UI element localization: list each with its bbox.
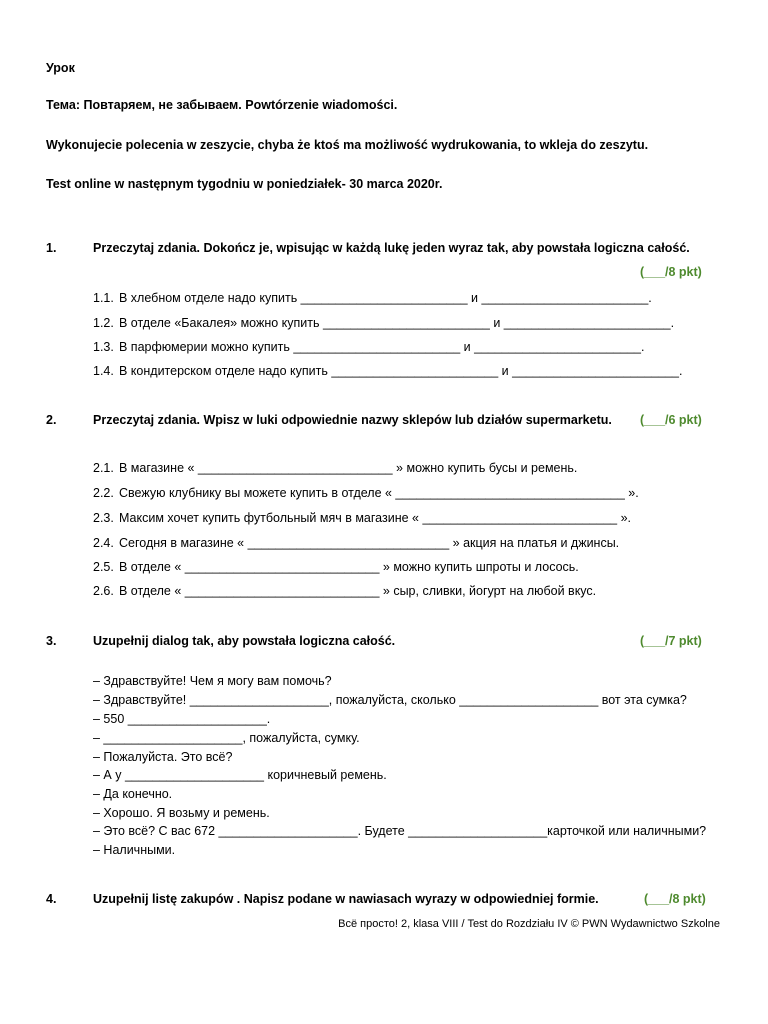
dialog-line: – Здравствуйте! ____________________, пожалуйста, сколько ____________________ вот эта сумка? xyxy=(93,693,687,707)
dialog-line: – Наличными. xyxy=(93,843,176,857)
task2-item xyxy=(93,559,579,575)
item-text: В парфюмерии можно купить ________________________ и ________________________. xyxy=(119,340,645,354)
task2-item xyxy=(93,583,596,599)
item-number: 1.4. xyxy=(93,364,114,378)
item-number: 2.6. xyxy=(93,584,114,598)
item-text: В отделе « ____________________________ » можно купить шпроты и лосось. xyxy=(119,560,579,574)
item-number: 2.5. xyxy=(93,560,114,574)
item-text: В магазине « ____________________________ » можно купить бусы и ремень. xyxy=(119,461,578,475)
task2-number: 2. xyxy=(46,413,57,427)
task3-points: (___/7 pkt) xyxy=(640,634,702,648)
task2-item xyxy=(93,510,631,526)
page-footer: Всё просто! 2, klasa VIII / Test do Rozdziału IV © PWN Wydawnictwo Szkolne xyxy=(338,918,720,930)
lesson-title: Урок xyxy=(46,61,75,75)
item-text: В кондитерском отделе надо купить ________________________ и ________________________. xyxy=(119,364,683,378)
item-text: В отделе «Бакалея» можно купить ________________________ и ________________________. xyxy=(119,316,675,330)
task1-item xyxy=(93,315,674,331)
dialog-line: – Да конечно. xyxy=(93,787,173,801)
task1-instruction: Przeczytaj zdania. Dokończ je, wpisując w każdą lukę jeden wyraz tak, aby powstała logiczna całość. xyxy=(93,241,690,255)
task3-instruction: Uzupełnij dialog tak, aby powstała logiczna całość. xyxy=(93,634,396,648)
lesson-instruction: Wykonujecie polecenia w zeszycie, chyba że ktoś ma możliwość wydrukowania, to wkleja do zeszytu. xyxy=(46,138,649,152)
item-text: Сегодня в магазине « _____________________________ » акция на платья и джинсы. xyxy=(119,536,620,550)
test-note: Test online w następnym tygodniu w poniedziałek- 30 marca 2020r. xyxy=(46,177,443,191)
item-text: Свежую клубнику вы можете купить в отделе « _________________________________ ». xyxy=(119,486,639,500)
item-number: 1.2. xyxy=(93,316,114,330)
item-number: 2.4. xyxy=(93,536,114,550)
task1-points: (___/8 pkt) xyxy=(640,265,702,279)
item-text: Максим хочет купить футбольный мяч в магазине « ____________________________ ». xyxy=(119,511,631,525)
task2-instruction: Przeczytaj zdania. Wpisz w luki odpowiednie nazwy sklepów lub działów supermarketu. xyxy=(93,413,612,427)
item-text: В хлебном отделе надо купить ________________________ и ________________________. xyxy=(119,291,652,305)
item-number: 2.2. xyxy=(93,486,114,500)
task3-number: 3. xyxy=(46,634,57,648)
task2-points: (___/6 pkt) xyxy=(640,413,702,427)
task1-item xyxy=(93,339,644,355)
dialog-line: – Хорошо. Я возьму и ремень. xyxy=(93,806,270,820)
task4-points: (___/8 pkt) xyxy=(644,892,706,906)
task1-item xyxy=(93,363,682,379)
item-number: 1.3. xyxy=(93,340,114,354)
task1-number: 1. xyxy=(46,241,57,255)
task2-item xyxy=(93,485,639,501)
task2-item xyxy=(93,460,577,476)
dialog-line: – Пожалуйста. Это всё? xyxy=(93,750,233,764)
item-number: 1.1. xyxy=(93,291,114,305)
task4-number: 4. xyxy=(46,892,57,906)
dialog-line: – Здравствуйте! Чем я могу вам помочь? xyxy=(93,674,332,688)
item-number: 2.3. xyxy=(93,511,114,525)
item-text: В отделе « ____________________________ » сыр, сливки, йогурт на любой вкус. xyxy=(119,584,597,598)
dialog-line: – А у ____________________ коричневый ремень. xyxy=(93,768,387,782)
item-number: 2.1. xyxy=(93,461,114,475)
task4-instruction: Uzupełnij listę zakupów . Napisz podane w nawiasach wyrazy w odpowiedniej formie. xyxy=(93,892,599,906)
dialog-line: – ____________________, пожалуйста, сумку. xyxy=(93,731,360,745)
task2-item xyxy=(93,535,619,551)
dialog-line: – 550 ____________________. xyxy=(93,712,271,726)
lesson-topic: Тема: Повтаряем, не забываем. Powtórzenie wiadomości. xyxy=(46,98,398,112)
dialog-line: – Это всё? С вас 672 ____________________. Будете ____________________карточкой или наличными? xyxy=(93,824,707,838)
task1-item xyxy=(93,290,652,306)
